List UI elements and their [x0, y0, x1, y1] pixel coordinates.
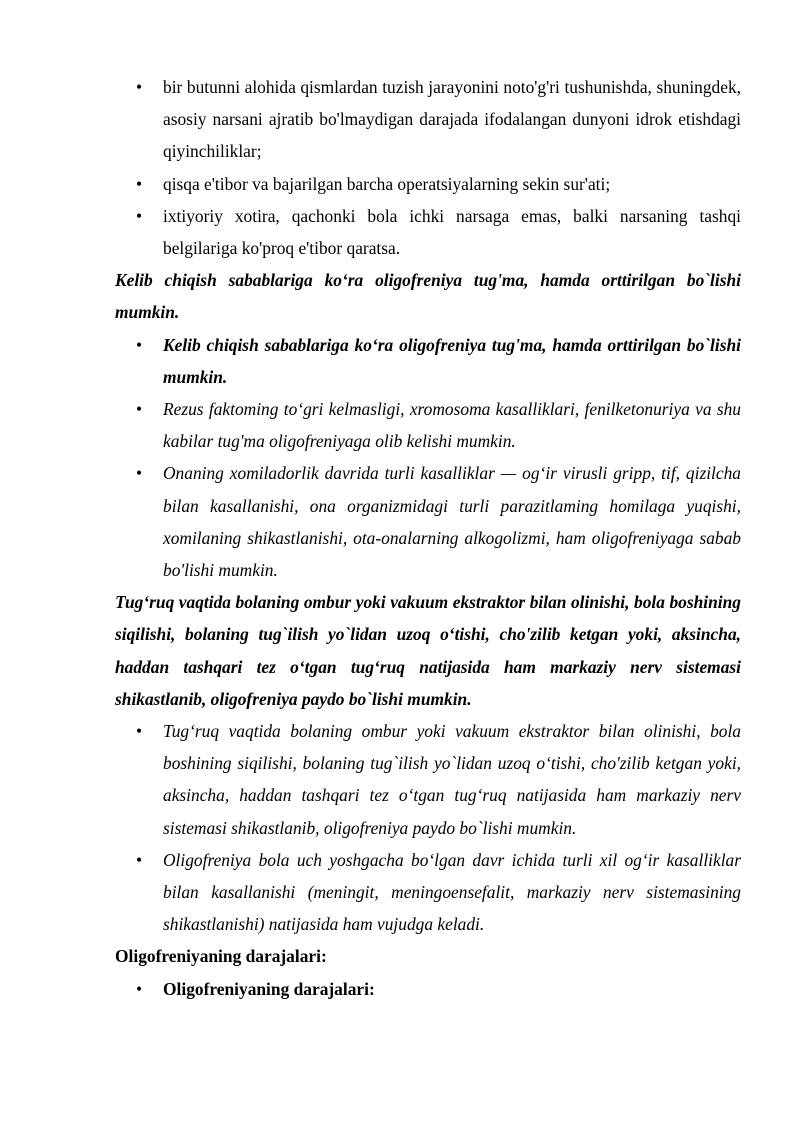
bullet-icon: •	[136, 721, 143, 742]
list-item: • Rezus faktoming to‘gri kelmasligi, xromosoma kasalliklari, fenilketonuriya va shu kabilar tug'ma oligofreniyaga olib kelishi mumkin.	[115, 393, 741, 457]
bullet-icon: •	[136, 205, 143, 226]
section-heading-degrees: Oligofreniyaning darajalari:	[115, 946, 327, 967]
list-item: • Oligofreniya bola uch yoshgacha bo‘lgan davr ichida turli xil og‘ir kasalliklar bilan kasallanishi (meningit, meningoensefalit, markaziy nerv sistemasining shikastlanishi) natijasida ham vujudga keladi.	[115, 844, 741, 941]
bullet-icon: •	[136, 978, 143, 999]
list-item: • qisqa e'tibor va bajarilgan barcha operatsiyalarning sekin sur'ati;	[115, 168, 741, 200]
bullet-icon: •	[136, 463, 143, 484]
list-item: • bir butunni alohida qismlardan tuzish jarayonini noto'g'ri tushunishda, shuningdek, asosiy narsani ajratib bo'lmaydigan darajada ifodalangan dunyoni idrok etishdagi qiyinchiliklar;	[115, 71, 741, 168]
bullet-icon: •	[136, 334, 143, 355]
bullet-icon: •	[136, 77, 143, 97]
list-item: • Onaning xomiladorlik davrida turli kasalliklar — og‘ir virusli gripp, tif, qizilcha bilan kasallanishi, ona organizmidagi turli parazitlaming homilaga yuqishi, xomilaning shikastlanishi, ota-onalarning alkogolizmi, ham oligofreniyaga sabab bo'lishi mumkin.	[115, 457, 741, 586]
difficulties-list	[115, 71, 741, 264]
bullet-icon: •	[136, 399, 143, 420]
section-heading-birth: Tug‘ruq vaqtida bolaning ombur yoki vakuum ekstraktor bilan olinishi, bola boshining siqilishi, bolaning tug`ilish yo`lidan uzoq o‘tishi, cho'zilib ketgan yoki, aksincha, haddan tashqari tez o‘tgan tug‘ruq natijasida ham markaziy nerv sistemasi shikastlanib, oligofreniya paydo bo`lishi mumkin.	[115, 592, 741, 709]
list-item: • Kelib chiqish sabablariga ko‘ra oligofreniya tug'ma, hamda orttirilgan bo`lishi mumkin.	[115, 329, 741, 393]
list-item: • ixtiyoriy xotira, qachonki bola ichki narsaga emas, balki narsaning tashqi belgilariga ko'proq e'tibor qaratsa.	[115, 200, 741, 264]
bullet-icon: •	[136, 173, 143, 194]
causes-list	[115, 329, 741, 587]
section-heading-causes: Kelib chiqish sabablariga ko‘ra oligofreniya tug'ma, hamda orttirilgan bo`lishi mumkin.	[115, 270, 741, 323]
degrees-list	[115, 973, 741, 1005]
list-item: • Oligofreniyaning darajalari:	[115, 973, 741, 1005]
birth-causes-list	[115, 715, 741, 940]
list-item: • Tug‘ruq vaqtida bolaning ombur yoki vakuum ekstraktor bilan olinishi, bola boshining siqilishi, bolaning tug`ilish yo`lidan uzoq o‘tishi, cho'zilib ketgan yoki, aksincha, haddan tashqari tez o‘tgan tug‘ruq natijasida ham markaziy nerv sistemasi shikastlanib, oligofreniya paydo bo`lishi mumkin.	[115, 715, 741, 844]
document-body	[115, 71, 741, 1005]
bullet-icon: •	[136, 849, 143, 870]
